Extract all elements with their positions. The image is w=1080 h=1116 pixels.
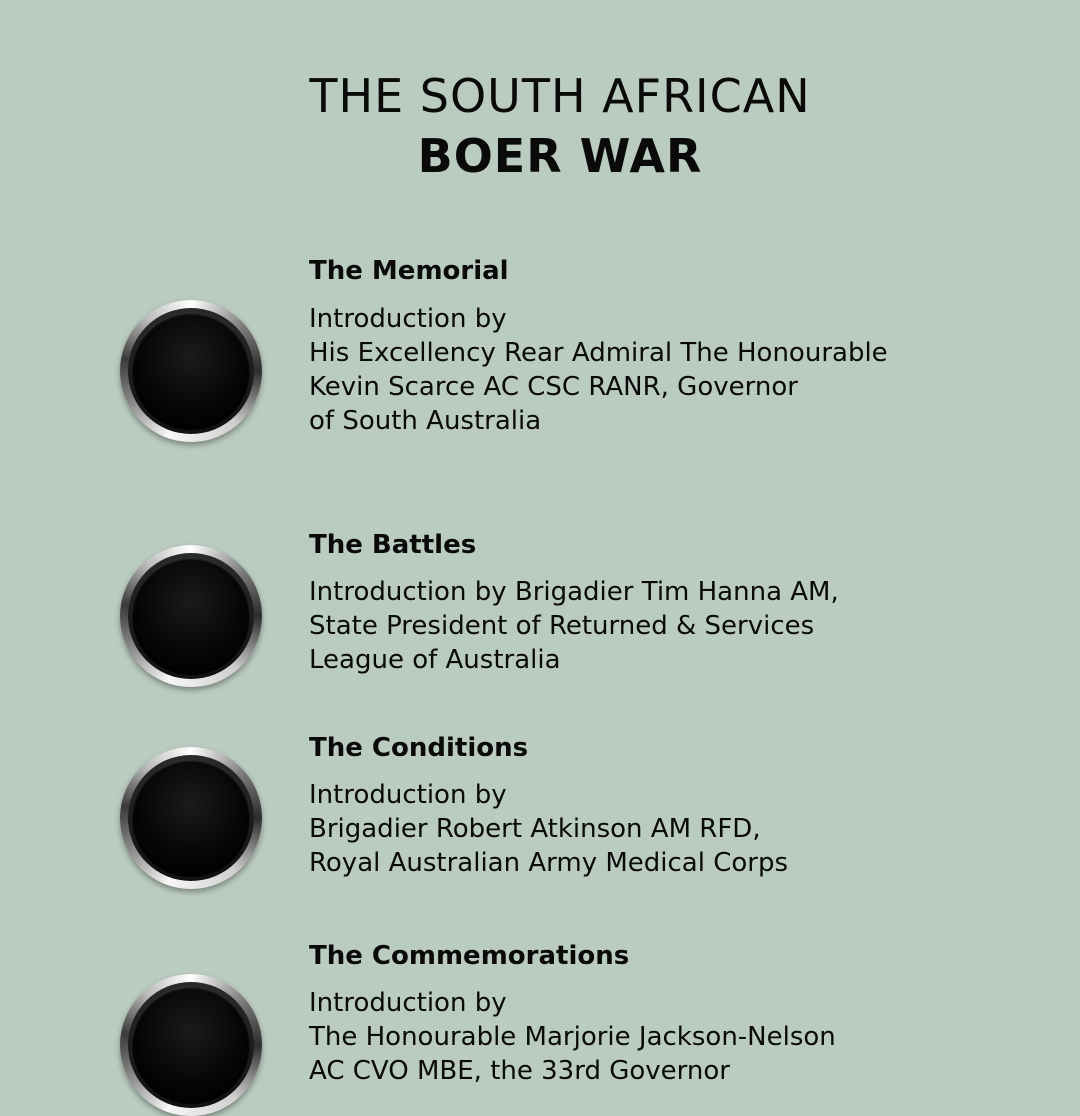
description-line: Kevin Scarce AC CSC RANR, Governor	[309, 372, 798, 402]
description-line: League of Australia	[309, 645, 561, 675]
description-line: State President of Returned & Services	[309, 611, 815, 641]
description-line: His Excellency Rear Admiral The Honourable	[309, 338, 888, 368]
description-line: Introduction by	[309, 780, 507, 810]
description-line: Introduction by	[309, 304, 507, 334]
section-description	[309, 986, 1049, 1088]
page-title	[0, 66, 1080, 186]
description-line: Introduction by	[309, 988, 507, 1018]
section-description	[309, 575, 1049, 677]
commemorations-play-button[interactable]	[120, 974, 262, 1116]
conditions-play-button[interactable]	[120, 747, 262, 889]
section-description	[309, 302, 1049, 438]
description-line: of South Australia	[309, 406, 542, 436]
section-heading: The Battles	[309, 530, 477, 560]
battles-play-button[interactable]	[120, 545, 262, 687]
title-line-2: BOER WAR	[417, 129, 703, 183]
memorial-play-button[interactable]	[120, 300, 262, 442]
description-line: Brigadier Robert Atkinson AM RFD,	[309, 814, 761, 844]
section-heading: The Memorial	[309, 256, 509, 286]
description-line: Introduction by Brigadier Tim Hanna AM,	[309, 577, 839, 607]
section-heading: The Conditions	[309, 733, 529, 763]
description-line: AC CVO MBE, the 33rd Governor	[309, 1056, 730, 1086]
section-description	[309, 778, 1049, 880]
section-heading: The Commemorations	[309, 941, 630, 971]
title-line-1: THE SOUTH AFRICAN	[309, 69, 811, 123]
description-line: Royal Australian Army Medical Corps	[309, 848, 789, 878]
description-line: The Honourable Marjorie Jackson-Nelson	[309, 1022, 836, 1052]
